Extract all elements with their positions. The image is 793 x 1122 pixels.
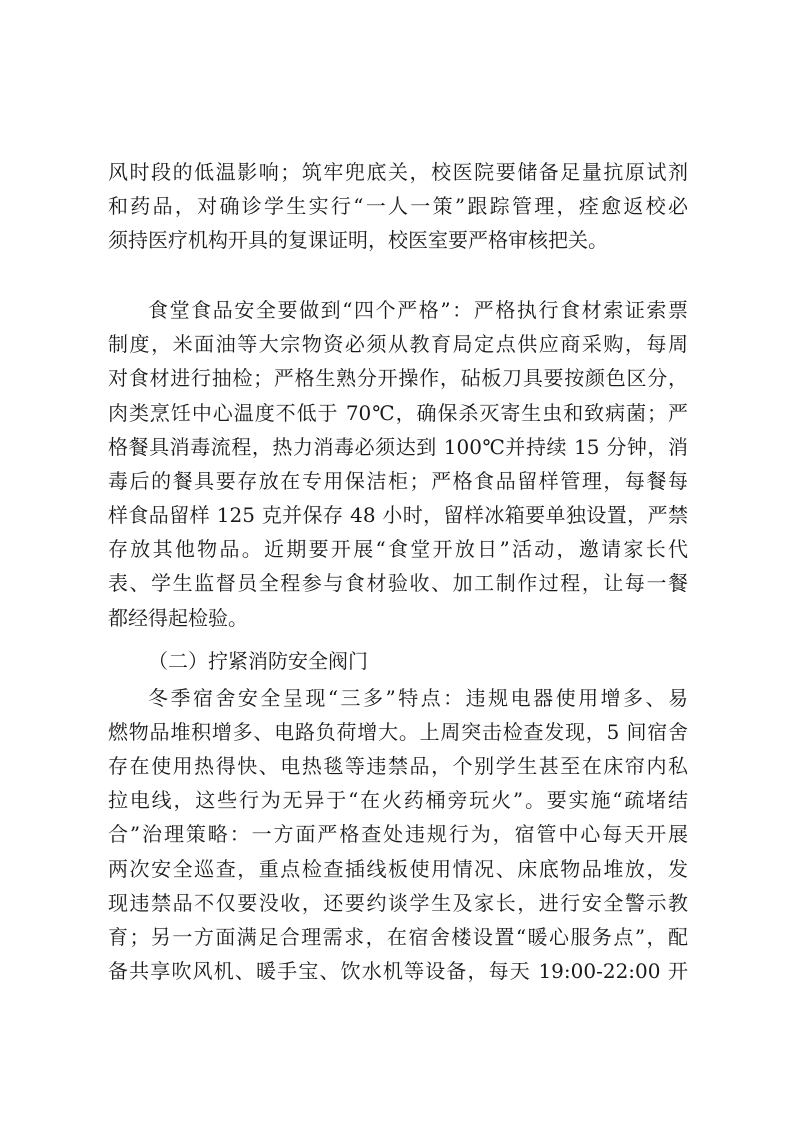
text-line-22: 育；另一方面满足合理需求，在宿舍楼设置“暖心服务点”，配 [108,925,688,949]
text-line-1: 风时段的低温影响；筑牢兜底关，校医院要储备足量抗原试剂 [108,160,688,184]
text-line-19: 合”治理策略：一方面严格查处违规行为，宿管中心每天开展 [108,822,688,846]
text-line-12: 表、学生监督员全程参与食材验收、加工制作过程，让每一餐 [108,571,688,595]
text-line-8: 格餐具消毒流程，热力消毒必须达到 100℃并持续 15 分钟，消 [108,435,688,459]
paragraph-canteen-first-line: 食堂食品安全要做到“四个严格”：严格执行食材索证索票 [148,298,688,322]
text-line-10: 样食品留样 125 克并保存 48 小时，留样冰箱要单独设置，严禁 [108,503,688,527]
text-line-6: 对食材进行抽检；严格生熟分开操作，砧板刀具要按颜色区分， [108,366,688,390]
text-line-16: 燃物品堆积增多、电路负荷增大。上周突击检查发现，5 间宿舍 [108,720,688,744]
text-line-9: 毒后的餐具要存放在专用保洁柜；严格食品留样管理，每餐每 [108,469,688,493]
text-line-5: 制度，米面油等大宗物资必须从教育局定点供应商采购，每周 [108,332,688,356]
text-line-20: 两次安全巡查，重点检查插线板使用情况、床底物品堆放，发 [108,857,688,881]
text-line-13: 都经得起检验。 [108,606,248,630]
text-line-17: 存在使用热得快、电热毯等违禁品，个别学生甚至在床帘内私 [108,754,688,778]
text-line-23: 备共享吹风机、暖手宝、饮水机等设备，每天 19:00-22:00 开 [108,959,688,983]
text-line-11: 存放其他物品。近期要开展“食堂开放日”活动，邀请家长代 [108,537,688,561]
text-line-7: 肉类烹饪中心温度不低于 70℃，确保杀灭寄生虫和致病菌；严 [108,401,688,425]
text-line-3: 须持医疗机构开具的复课证明，校医室要严格审核把关。 [108,228,608,252]
paragraph-fire-first-line: 冬季宿舍安全呈现“三多”特点：违规电器使用增多、易 [148,686,688,710]
text-line-21: 现违禁品不仅要没收，还要约谈学生及家长，进行安全警示教 [108,891,688,915]
text-line-2: 和药品，对确诊学生实行“一人一策”跟踪管理，痊愈返校必 [108,194,688,218]
section-heading: （二）拧紧消防安全阀门 [148,649,368,673]
text-line-18: 拉电线，这些行为无异于“在火药桶旁玩火”。要实施“疏堵结 [108,788,688,812]
